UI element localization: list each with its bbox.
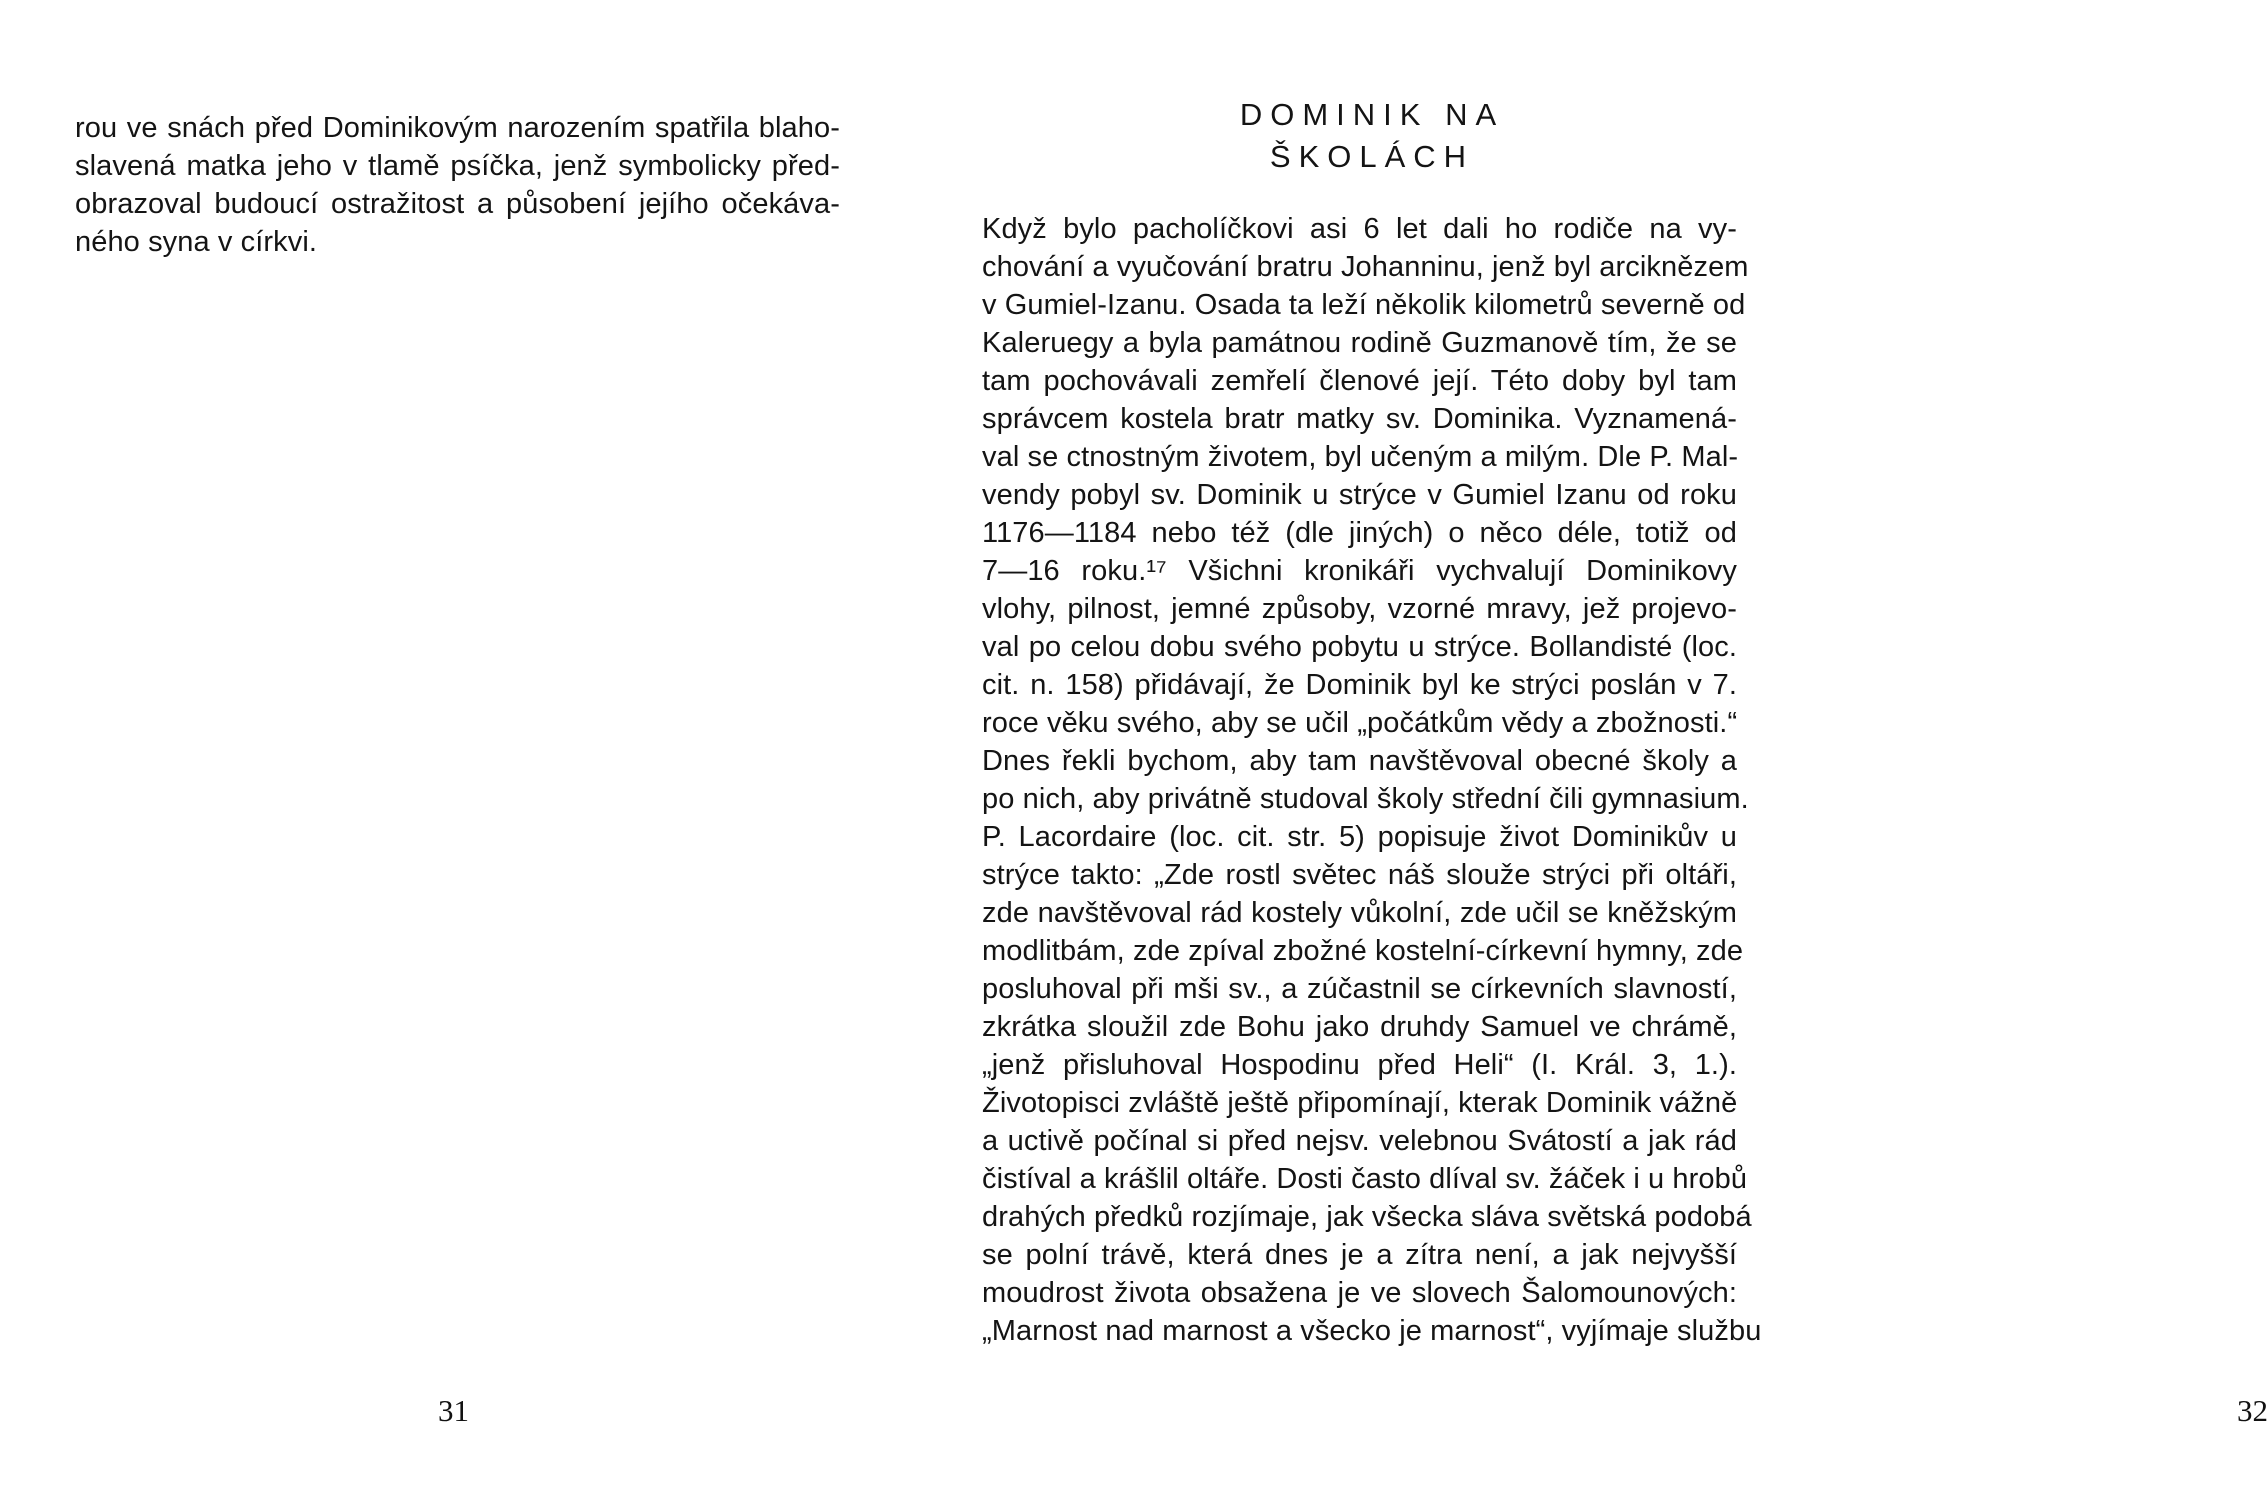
right-page-line: roce věku svého, aby se učil „počátkům vědy a zbožnosti.“ <box>982 707 1738 739</box>
left-page <box>0 0 880 1500</box>
right-page-line: moudrost života obsažena je ve slovech Šalomounových: <box>982 1277 1737 1309</box>
right-page-line: čistíval a krášlil oltáře. Dosti často dlíval sv. žáček i u hrobů <box>982 1163 1748 1195</box>
right-page-line: po nich, aby privátně studoval školy střední čili gymnasium. <box>982 783 1749 815</box>
right-page-line: val se ctnostným životem, byl učeným a milým. Dle P. Mal- <box>982 441 1739 473</box>
right-page-line: modlitbám, zde zpíval zbožné kostelní-církevní hymny, zde <box>982 935 1744 967</box>
right-page-line: zde navštěvoval rád kostely vůkolní, zde učil se kněžským <box>982 897 1737 929</box>
right-page-line: 7—16 roku.¹⁷ Všichni kronikáři vychvalují Dominikovy <box>982 555 1737 587</box>
chapter-heading: DOMINIK NA ŠKOLÁCH <box>1239 97 1505 174</box>
left-page-body <box>75 109 840 261</box>
right-page-line: tam pochovávali zemřelí členové její. Této doby byl tam <box>982 365 1737 397</box>
right-page <box>907 0 2268 1500</box>
right-page-line: „jenž přisluhoval Hospodinu před Heli“ (I. Král. 3, 1.). <box>982 1049 1737 1081</box>
right-page-line: a uctivě počínal si před nejsv. velebnou Svátostí a jak rád <box>982 1125 1737 1157</box>
right-page-number: 32 <box>2237 1393 2268 1428</box>
right-page-line: zkrátka sloužil zde Bohu jako druhdy Samuel ve chrámě, <box>982 1011 1737 1043</box>
right-page-line: strýce takto: „Zde rostl světec náš slouže strýci při oltáři, <box>982 859 1737 891</box>
right-page-line: chování a vyučování bratru Johanninu, jenž byl arciknězem <box>982 251 1749 283</box>
right-page-line: Kaleruegy a byla památnou rodině Guzmanově tím, že se <box>982 327 1737 359</box>
right-page-line: 1176—1184 nebo též (dle jiných) o něco déle, totiž od <box>982 517 1737 549</box>
left-page-number: 31 <box>438 1393 469 1428</box>
right-page-line: P. Lacordaire (loc. cit. str. 5) popisuje život Dominikův u <box>982 821 1737 853</box>
right-page-line: vlohy, pilnost, jemné způsoby, vzorné mravy, jež projevo- <box>982 593 1737 625</box>
right-page-line: cit. n. 158) přidávají, že Dominik byl ke strýci poslán v 7. <box>982 669 1737 701</box>
right-page-line: v Gumiel-Izanu. Osada ta leží několik kilometrů severně od <box>982 289 1746 321</box>
right-page-line: se polní trávě, která dnes je a zítra není, a jak nejvyšší <box>982 1239 1737 1271</box>
right-page-line: vendy pobyl sv. Dominik u strýce v Gumiel Izanu od roku <box>982 479 1737 511</box>
left-page-line: ného syna v církvi. <box>75 226 318 258</box>
right-page-line: Životopisci zvláště ještě připomínají, kterak Dominik vážně <box>982 1087 1738 1119</box>
right-page-line: správcem kostela bratr matky sv. Dominika. Vyznamená- <box>982 403 1737 435</box>
left-page-line: slavená matka jeho v tlamě psíčka, jenž symbolicky před- <box>75 150 840 182</box>
right-page-line: „Marnost nad marnost a všecko je marnost“, vyjímaje službu <box>982 1315 1762 1347</box>
left-page-line: rou ve snách před Dominikovým narozením spatřila blaho- <box>75 112 840 144</box>
left-page-line: obrazoval budoucí ostražitost a působení jejího očekáva- <box>75 188 840 220</box>
right-page-line: Když bylo pacholíčkovi asi 6 let dali ho rodiče na vy- <box>982 213 1737 245</box>
right-page-line: val po celou dobu svého pobytu u strýce. Bollandisté (loc. <box>982 631 1737 663</box>
right-page-body <box>982 210 1762 1350</box>
right-page-line: Dnes řekli bychom, aby tam navštěvoval obecné školy a <box>982 745 1737 777</box>
right-page-line: drahých předků rozjímaje, jak všecka sláva světská podobá <box>982 1201 1752 1233</box>
right-page-line: posluhoval při mši sv., a zúčastnil se církevních slavností, <box>982 973 1737 1005</box>
